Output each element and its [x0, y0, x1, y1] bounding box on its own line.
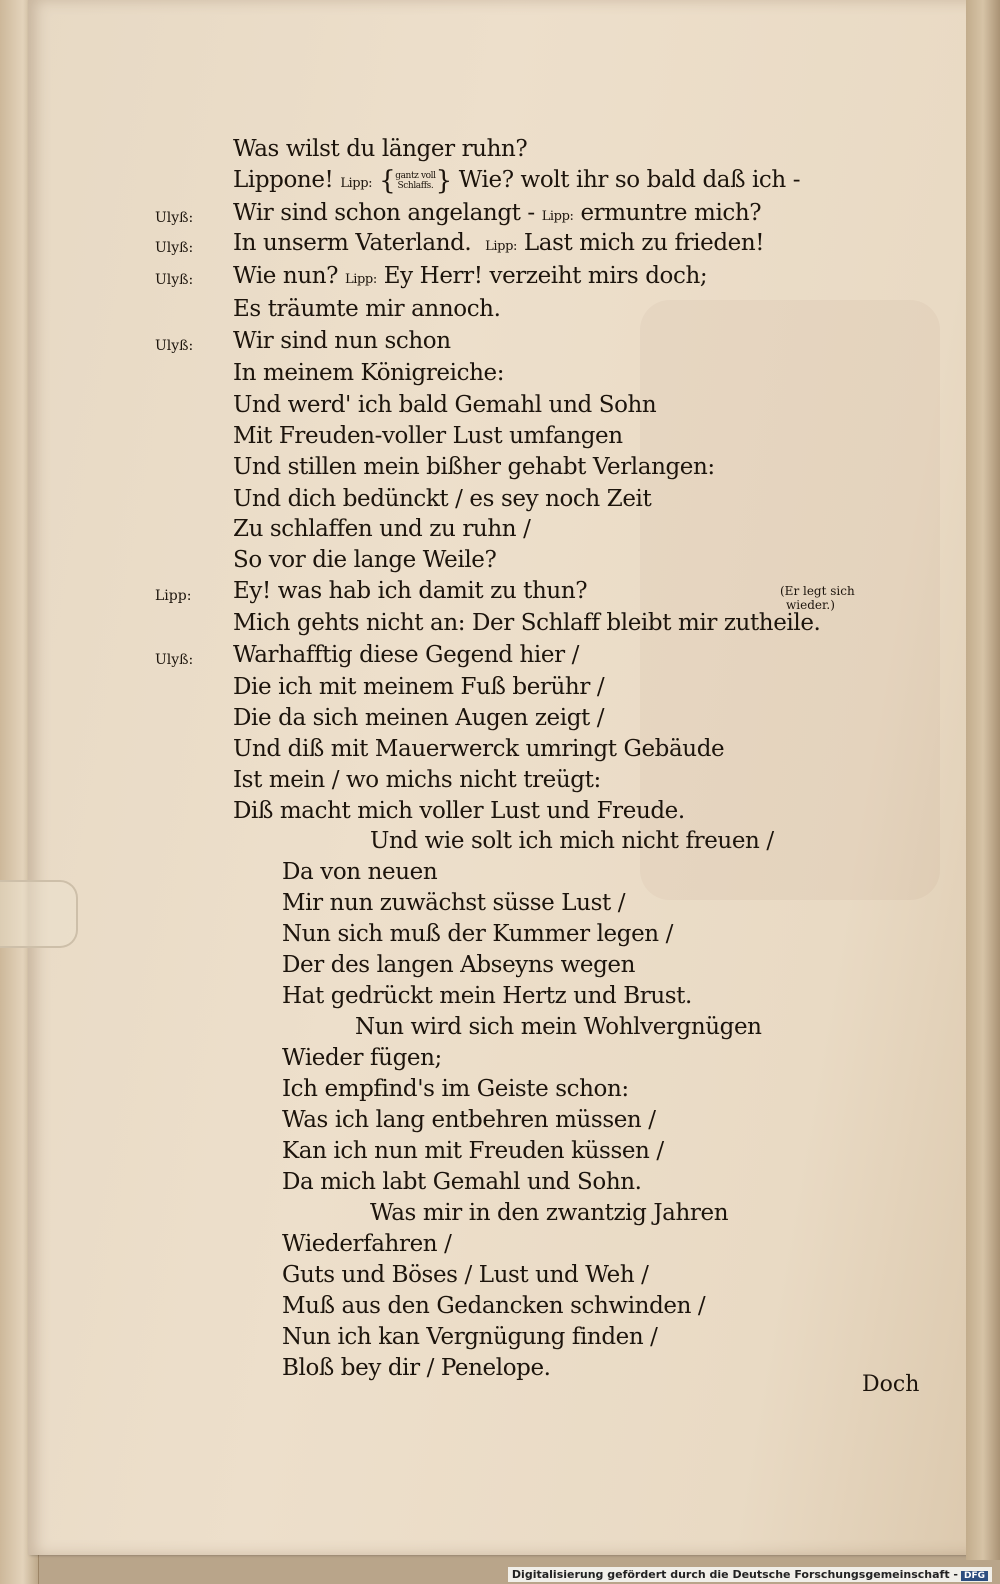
verse-line: Es träumte mir annoch.: [233, 296, 501, 322]
verse-line: Nun sich muß der Kummer legen /: [282, 921, 673, 947]
verse-line: Guts und Böses / Lust und Weh /: [282, 1262, 649, 1288]
verse-line: Da mich labt Gemahl und Sohn.: [282, 1169, 642, 1195]
verse-line: Was mir in den zwantzig Jahren: [370, 1200, 729, 1226]
verse-text: Wir sind schon angelangt -: [233, 200, 535, 226]
right-page-edge: [966, 0, 1000, 1560]
verse-line: Nun wird sich mein Wohlvergnügen: [355, 1014, 762, 1040]
verse-line-mixed: [233, 232, 764, 255]
verse-line: In meinem Königreiche:: [233, 360, 505, 386]
verse-text: Last mich zu frieden!: [523, 230, 765, 256]
verse-line: Wiederfahren /: [282, 1231, 452, 1257]
verse-line: Was wilst du länger ruhn?: [233, 136, 528, 162]
speaker-label: Ulyß:: [155, 272, 194, 288]
verse-text: Lippone!: [233, 167, 334, 193]
catchword: Doch: [862, 1372, 920, 1397]
verse-line: Ist mein / wo michs nicht treügt:: [233, 767, 601, 793]
speaker-inline: Lipp:: [340, 176, 373, 191]
page-fold-tab: [0, 880, 78, 948]
verse-text: Ey Herr! verzeiht mirs doch;: [383, 263, 708, 289]
speaker-inline: Lipp:: [345, 272, 377, 287]
note-line: Schlaffs.: [397, 181, 434, 191]
speaker-inline: Lipp:: [485, 239, 517, 254]
verse-line-mixed: [233, 265, 707, 288]
speaker-label: Lipp:: [155, 588, 192, 604]
speaker-label: Ulyß:: [155, 210, 194, 226]
speaker-label: Ulyß:: [155, 652, 194, 668]
footer-text: Digitalisierung gefördert durch die Deutsche Forschungsgemeinschaft -: [511, 1568, 958, 1581]
verse-line: Wieder fügen;: [282, 1045, 442, 1071]
verse-line: Und diß mit Mauerwerck umringt Gebäude: [233, 736, 725, 762]
verse-line: Die ich mit meinem Fuß berühr /: [233, 674, 605, 700]
verse-line: Hat gedrückt mein Hertz und Brust.: [282, 983, 692, 1009]
verse-line: Muß aus den Gedancken schwinden /: [282, 1293, 706, 1319]
stage-direction-line: (Er legt sich: [780, 584, 855, 598]
verse-line: Mir nun zuwächst süsse Lust /: [282, 890, 626, 916]
dfg-logo: DFG: [961, 1571, 988, 1581]
verse-line: Da von neuen: [282, 859, 438, 885]
verse-line: Der des langen Abseyns wegen: [282, 952, 636, 978]
verse-line: Mit Freuden-voller Lust umfangen: [233, 423, 623, 449]
speaker-label: Ulyß:: [155, 240, 194, 256]
digitization-footer: [508, 1567, 992, 1582]
verse-line: Wir sind nun schon: [233, 328, 451, 354]
verse-line: Und werd' ich bald Gemahl und Sohn: [233, 392, 657, 418]
verse-text: Wie? wolt ihr so bald daß ich -: [458, 167, 801, 193]
verse-line: Und stillen mein bißher gehabt Verlangen:: [233, 454, 715, 480]
verse-line-mixed: [233, 202, 761, 225]
note-line: gantz voll: [395, 171, 436, 181]
verse-line: Ey! was hab ich damit zu thun?: [233, 578, 588, 604]
speaker-inline: Lipp:: [541, 209, 574, 224]
stage-direction: [780, 584, 855, 612]
verse-line: Was ich lang entbehren müssen /: [282, 1107, 656, 1133]
verse-line: So vor die lange Weile?: [233, 547, 497, 573]
verse-line-mixed: [233, 168, 800, 194]
verse-line: Mich gehts nicht an: Der Schlaff bleibt mir zutheile.: [233, 610, 821, 636]
marginal-note: [395, 171, 435, 191]
verse-line: Nun ich kan Vergnügung finden /: [282, 1324, 658, 1350]
verse-line: Die da sich meinen Augen zeigt /: [233, 705, 605, 731]
verse-line: Ich empfind's im Geiste schon:: [282, 1076, 629, 1102]
verse-line: Und wie solt ich mich nicht freuen /: [370, 828, 774, 854]
verse-text: In unserm Vaterland.: [233, 230, 472, 256]
verse-line: Diß macht mich voller Lust und Freude.: [233, 798, 685, 824]
brace-left: {: [379, 166, 396, 196]
verse-line: Kan ich nun mit Freuden küssen /: [282, 1138, 664, 1164]
verse-line: Und dich bedünckt / es sey noch Zeit: [233, 486, 652, 512]
verse-line: Zu schlaffen und zu ruhn /: [233, 516, 531, 542]
speaker-label: Ulyß:: [155, 338, 194, 354]
verse-line: Bloß bey dir / Penelope.: [282, 1355, 551, 1381]
brace-right: }: [435, 166, 452, 196]
verse-line: Warhafftig diese Gegend hier /: [233, 642, 579, 668]
verse-text: Wie nun?: [233, 263, 339, 289]
stage-direction-line: wieder.): [786, 598, 835, 612]
verse-text: ermuntre mich?: [580, 200, 762, 226]
